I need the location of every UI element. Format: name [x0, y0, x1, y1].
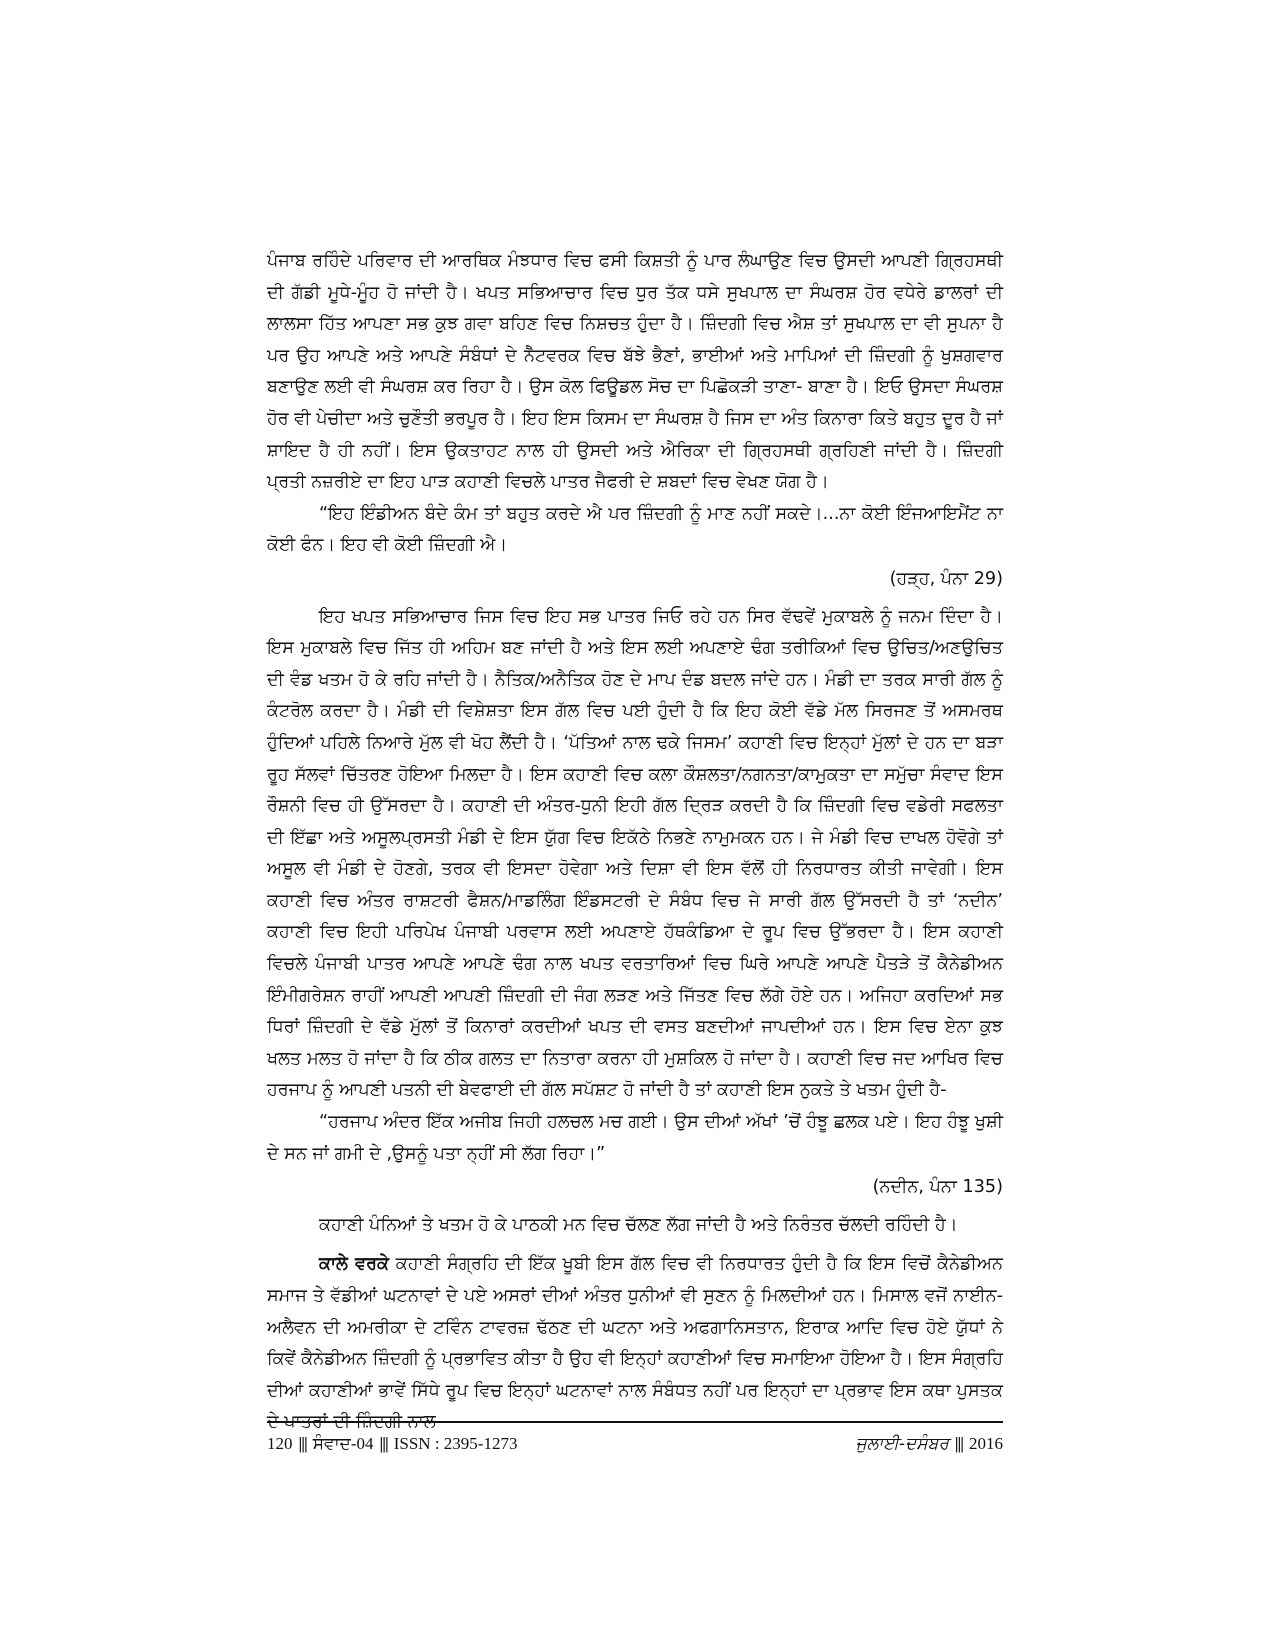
body-text [267, 246, 1003, 1439]
paragraph: ਕਹਾਣੀ ਪੰਨਿਆਂ ਤੇ ਖਤਮ ਹੋ ਕੇ ਪਾਠਕੀ ਮਨ ਵਿਚ ਚੱਲਣ ਲੱਗ ਜਾਂਦੀ ਹੈ ਅਤੇ ਨਿਰੰਤਰ ਚੱਲਦੀ ਰਹਿੰਦੀ ਹੈ। [319, 1214, 958, 1235]
citation: (ਨਦੀਨ, ਪੰਨਾ 135) [872, 1177, 1003, 1198]
block-quote: “ਹਰਜਾਪ ਅੰਦਰ ਇੱਕ ਅਜੀਬ ਜਿਹੀ ਹਲਚਲ ਮਚ ਗਈ। ਉਸ ਦੀਆਂ ਅੱਖਾਂ ’ਚੋਂ ਹੰਝੂ ਛਲਕ ਪਏ। ਇਹ ਹੰਝੂ ਖੁਸ਼ੀ ਦੇ ਸਨ ਜਾਂ ਗਮੀ ਦੇ ,ਉਸਨੂੰ ਪਤਾ ਨ੍ਹੀਂ ਸੀ ਲੱਗ ਰਿਹਾ।” [267, 1112, 1003, 1164]
paragraph: ਇਹ ਖਪਤ ਸਭਿਆਚਾਰ ਜਿਸ ਵਿਚ ਇਹ ਸਭ ਪਾਤਰ ਜਿਓ ਰਹੇ ਹਨ ਸਿਰ ਵੱਢਵੇਂ ਮੁਕਾਬਲੇ ਨੂੰ ਜਨਮ ਦਿੰਦਾ ਹੈ। ਇਸ ਮੁਕਾਬਲੇ ਵਿਚ ਜਿੱਤ ਹੀ ਅਹਿਮ ਬਣ ਜਾਂਦੀ ਹੈ ਅਤੇ ਇਸ ਲਈ ਅਪਣਾਏ ਢੰਗ ਤਰੀਕਿਆਂ ਵਿਚ ਉਚਿਤ/ਅਣਉਚਿਤ ਦੀ ਵੰਡ ਖਤਮ ਹੋ ਕੇ ਰਹਿ ਜਾਂਦੀ ਹੈ। ਨੈਤਿਕ/ਅਨੈਤਿਕ ਹੋਣ ਦੇ ਮਾਪ ਦੰਡ ਬਦਲ ਜਾਂਦੇ ਹਨ। ਮੰਡੀ ਦਾ ਤਰਕ ਸਾਰੀ ਗੱਲ ਨੂੰ ਕੰਟਰੋਲ ਕਰਦਾ ਹੈ। ਮੰਡੀ ਦੀ ਵਿਸ਼ੇਸ਼ਤਾ ਇਸ ਗੱਲ ਵਿਚ ਪਈ ਹੁੰਦੀ ਹੈ ਕਿ ਇਹ ਕੋਈ ਵੱਡੇ ਮੱਲ ਸਿਰਜਣ ਤੋਂ ਅਸਮਰਥ ਹੁੰਦਿਆਂ ਪਹਿਲੇ ਨਿਆਰੇ ਮੁੱਲ ਵੀ ਖੋਹ ਲੈਂਦੀ ਹੈ। ‘ਪੱਤਿਆਂ ਨਾਲ ਢਕੇ ਜਿਸਮ’ ਕਹਾਣੀ ਵਿਚ ਇਨ੍ਹਾਂ ਮੁੱਲਾਂ ਦੇ ਹਨ ਦਾ ਬੜਾ ਰੂਹ ਸੱਲਵਾਂ ਚਿੱਤਰਣ ਹੋਇਆ ਮਿਲਦਾ ਹੈ। ਇਸ ਕਹਾਣੀ ਵਿਚ ਕਲਾ ਕੌਸ਼ਲਤਾ/ਨਗਨਤਾ/ਕਾਮੁਕਤਾ ਦਾ ਸਮੁੱਚਾ ਸੰਵਾਦ ਇਸ ਰੌਸ਼ਨੀ ਵਿਚ ਹੀ ਉੱਸਰਦਾ ਹੈ। ਕਹਾਣੀ ਦੀ ਅੰਤਰ-ਧੁਨੀ ਇਹੀ ਗੱਲ ਦ੍ਰਿੜ ਕਰਦੀ ਹੈ ਕਿ ਜ਼ਿੰਦਗੀ ਵਿਚ ਵਡੇਰੀ ਸਫਲਤਾ ਦੀ ਇੱਛਾ ਅਤੇ ਅਸੂਲਪ੍ਰਸਤੀ ਮੰਡੀ ਦੇ ਇਸ ਯੁੱਗ ਵਿਚ ਇਕੱਠੇ ਨਿਭਣੇ ਨਾਮੁਮਕਨ ਹਨ। ਜੇ ਮੰਡੀ ਵਿਚ ਦਾਖਲ ਹੋਵੋਗੇ ਤਾਂ ਅਸੂਲ ਵੀ ਮੰਡੀ ਦੇ ਹੋਣਗੇ, ਤਰਕ ਵੀ ਇਸਦਾ ਹੋਵੇਗਾ ਅਤੇ ਦਿਸ਼ਾ ਵੀ ਇਸ ਵੱਲੋਂ ਹੀ ਨਿਰਧਾਰਤ ਕੀਤੀ ਜਾਵੇਗੀ। ਇਸ ਕਹਾਣੀ ਵਿਚ ਅੰਤਰ ਰਾਸ਼ਟਰੀ ਫੈਸ਼ਨ/ਮਾਡਲਿੰਗ ਇੰਡਸਟਰੀ ਦੇ ਸੰਬੰਧ ਵਿਚ ਜੇ ਸਾਰੀ ਗੱਲ ਉੱਸਰਦੀ ਹੈ ਤਾਂ ‘ਨਦੀਨ’ ਕਹਾਣੀ ਵਿਚ ਇਹੀ ਪਰਿਪੇਖ ਪੰਜਾਬੀ ਪਰਵਾਸ ਲਈ ਅਪਣਾਏ ਹੱਥਕੰਡਿਆ ਦੇ ਰੂਪ ਵਿਚ ਉੱਭਰਦਾ ਹੈ। ਇਸ ਕਹਾਣੀ ਵਿਚਲੇ ਪੰਜਾਬੀ ਪਾਤਰ ਆਪਣੇ ਆਪਣੇ ਢੰਗ ਨਾਲ ਖਪਤ ਵਰਤਾਰਿਆਂ ਵਿਚ ਘਿਰੇ ਆਪਣੇ ਆਪਣੇ ਪੈਤੜੇ ਤੋਂ ਕੈਨੇਡੀਅਨ ਇੰਮੀਗਰੇਸ਼ਨ ਰਾਹੀਂ ਆਪਣੀ ਆਪਣੀ ਜ਼ਿੰਦਗੀ ਦੀ ਜੰਗ ਲੜਣ ਅਤੇ ਜਿੱਤਣ ਵਿਚ ਲੱਗੇ ਹੋਏ ਹਨ। ਅਜਿਹਾ ਕਰਦਿਆਂ ਸਭ ਧਿਰਾਂ ਜ਼ਿੰਦਗੀ ਦੇ ਵੱਡੇ ਮੁੱਲਾਂ ਤੋਂ ਕਿਨਾਰਾਂ ਕਰਦੀਆਂ ਖਪਤ ਦੀ ਵਸਤ ਬਣਦੀਆਂ ਜਾਪਦੀਆਂ ਹਨ। ਇਸ ਵਿਚ ਏਨਾ ਕੁਝ ਖਲਤ ਮਲਤ ਹੋ ਜਾਂਦਾ ਹੈ ਕਿ ਠੀਕ ਗਲਤ ਦਾ ਨਿਤਾਰਾ ਕਰਨਾ ਹੀ ਮੁਸ਼ਕਿਲ ਹੋ ਜਾਂਦਾ ਹੈ। ਕਹਾਣੀ ਵਿਚ ਜਦ ਆਖਿਰ ਵਿਚ ਹਰਜਾਪ ਨੂੰ ਆਪਣੀ ਪਤਨੀ ਦੀ ਬੇਵਫਾਈ ਦੀ ਗੱਲ ਸਪੱਸ਼ਟ ਹੋ ਜਾਂਦੀ ਹੈ ਤਾਂ ਕਹਾਣੀ ਇਸ ਨੁਕਤੇ ਤੇ ਖਤਮ ਹੁੰਦੀ ਹੈ- [267, 606, 1003, 1101]
footer-left [267, 1434, 517, 1454]
issue-months: ਜੁਲਾਈ-ਦਸੰਬਰ [855, 1434, 949, 1454]
citation: (ਹੜ੍ਹ, ਪੰਨਾ 29) [889, 568, 1003, 589]
book-title: ਕਾਲੇ ਵਰਕੇ [319, 1254, 390, 1275]
paragraph [267, 1249, 1003, 1439]
separator-icon: ||| [298, 1434, 307, 1453]
paragraph: ਪੰਜਾਬ ਰਹਿੰਦੇ ਪਰਿਵਾਰ ਦੀ ਆਰਥਿਕ ਮੰਝਧਾਰ ਵਿਚ ਫਸੀ ਕਿਸ਼ਤੀ ਨੂੰ ਪਾਰ ਲੰਘਾਉਣ ਵਿਚ ਉਸਦੀ ਆਪਣੀ ਗ੍ਰਿਹਸਥੀ ਦੀ ਗੱਡੀ ਮੂਧੇ-ਮੂੰਹ ਹੋ ਜਾਂਦੀ ਹੈ। ਖਪਤ ਸਭਿਆਚਾਰ ਵਿਚ ਧੁਰ ਤੱਕ ਧਸੇ ਸੁਖਪਾਲ ਦਾ ਸੰਘਰਸ਼ ਹੋਰ ਵਧੇਰੇ ਡਾਲਰਾਂ ਦੀ ਲਾਲਸਾ ਹਿੱਤ ਆਪਣਾ ਸਭ ਕੁਝ ਗਵਾ ਬਹਿਣ ਵਿਚ ਨਿਸ਼ਚਤ ਹੁੰਦਾ ਹੈ। ਜ਼ਿੰਦਗੀ ਵਿਚ ਐਸ਼ ਤਾਂ ਸੁਖਪਾਲ ਦਾ ਵੀ ਸੁਪਨਾ ਹੈ ਪਰ ਉਹ ਆਪਣੇ ਅਤੇ ਆਪਣੇ ਸੰਬੰਧਾਂ ਦੇ ਨੈੱਟਵਰਕ ਵਿਚ ਬੱਝੇ ਭੈਣਾਂ, ਭਾਈਆਂ ਅਤੇ ਮਾਪਿਆਂ ਦੀ ਜ਼ਿੰਦਗੀ ਨੂੰ ਖੁਸ਼ਗਵਾਰ ਬਣਾਉਣ ਲਈ ਵੀ ਸੰਘਰਸ਼ ਕਰ ਰਿਹਾ ਹੈ। ਉਸ ਕੋਲ ਫਿਊਡਲ ਸੋਚ ਦਾ ਪਿਛੋਕੜੀ ਤਾਣਾ- ਬਾਣਾ ਹੈ। ਇਓ ਉਸਦਾ ਸੰਘਰਸ਼ ਹੋਰ ਵੀ ਪੇਚੀਦਾ ਅਤੇ ਚੁਣੌਤੀ ਭਰਪੂਰ ਹੈ। ਇਹ ਇਸ ਕਿਸਮ ਦਾ ਸੰਘਰਸ਼ ਹੈ ਜਿਸ ਦਾ ਅੰਤ ਕਿਨਾਰਾ ਕਿਤੇ ਬਹੁਤ ਦੂਰ ਹੈ ਜਾਂ ਸ਼ਾਇਦ ਹੈ ਹੀ ਨਹੀਂ। ਇਸ ਉਕਤਾਹਟ ਨਾਲ ਹੀ ਉਸਦੀ ਅਤੇ ਐਰਿਕਾ ਦੀ ਗ੍ਰਿਹਸਥੀ ਗ੍ਰਹਿਣੀ ਜਾਂਦੀ ਹੈ। ਜ਼ਿੰਦਗੀ ਪ੍ਰਤੀ ਨਜ਼ਰੀਏ ਦਾ ਇਹ ਪਾੜ ਕਹਾਣੀ ਵਿਚਲੇ ਪਾਤਰ ਜੈਫਰੀ ਦੇ ਸ਼ਬਦਾਂ ਵਿਚ ਵੇਖਣ ਯੋਗ ਹੈ। [267, 251, 1003, 493]
page-footer [267, 1434, 1003, 1454]
separator-icon: ||| [379, 1434, 388, 1453]
issn: ISSN : 2395-1273 [393, 1434, 518, 1453]
issue-year: 2016 [969, 1434, 1003, 1453]
paragraph-text: ਕਹਾਣੀ ਸੰਗ੍ਰਹਿ ਦੀ ਇੱਕ ਖੂਬੀ ਇਸ ਗੱਲ ਵਿਚ ਵੀ ਨਿਰਧਾਰਤ ਹੁੰਦੀ ਹੈ ਕਿ ਇਸ ਵਿਚੋਂ ਕੈਨੇਡੀਅਨ ਸਮਾਜ ਤੇ ਵੱਡੀਆਂ ਘਟਨਾਵਾਂ ਦੇ ਪਏ ਅਸਰਾਂ ਦੀਆਂ ਅੰਤਰ ਧੁਨੀਆਂ ਵੀ ਸੁਣਨ ਨੂੰ ਮਿਲਦੀਆਂ ਹਨ। ਮਿਸਾਲ ਵਜੋਂ ਨਾਈਨ-ਅਲੈਵਨ ਦੀ ਅਮਰੀਕਾ ਦੇ ਟਵਿੰਨ ਟਾਵਰਜ਼ ਢੱਠਣ ਦੀ ਘਟਨਾ ਅਤੇ ਅਫਗਾਨਿਸਤਾਨ, ਇਰਾਕ ਆਦਿ ਵਿਚ ਹੋਏ ਯੁੱਧਾਂ ਨੇ ਕਿਵੇਂ ਕੈਨੇਡੀਅਨ ਜ਼ਿੰਦਗੀ ਨੂੰ ਪ੍ਰਭਾਵਿਤ ਕੀਤਾ ਹੈ ਉਹ ਵੀ ਇਨ੍ਹਾਂ ਕਹਾਣੀਆਂ ਵਿਚ ਸਮਾਇਆ ਹੋਇਆ ਹੈ। ਇਸ ਸੰਗ੍ਰਹਿ ਦੀਆਂ ਕਹਾਣੀਆਂ ਭਾਵੇਂ ਸਿੱਧੇ ਰੂਪ ਵਿਚ ਇਨ੍ਹਾਂ ਘਟਨਾਵਾਂ ਨਾਲ ਸੰਬੰਧਤ ਨਹੀਂ ਪਰ ਇਨ੍ਹਾਂ ਦਾ ਪ੍ਰਭਾਵ ਇਸ ਕਥਾ ਪੁਸਤਕ ਦੇ ਪਾਤਰਾਂ ਦੀ ਜ਼ਿੰਦਗੀ ਨਾਲ [267, 1254, 1003, 1433]
separator-icon: ||| [954, 1434, 963, 1453]
journal-name: ਸੰਵਾਦ-04 [312, 1434, 374, 1453]
block-quote: “ਇਹ ਇੰਡੀਅਨ ਬੰਦੇ ਕੰਮ ਤਾਂ ਬਹੁਤ ਕਰਦੇ ਐ ਪਰ ਜ਼ਿੰਦਗੀ ਨੂੰ ਮਾਣ ਨਹੀਂ ਸਕਦੇ।...ਨਾ ਕੋਈ ਇੰਜਆਇਮੈਂਟ ਨਾ ਕੋਈ ਫੰਨ। ਇਹ ਵੀ ਕੋਈ ਜ਼ਿੰਦਗੀ ਐ। [267, 503, 1003, 556]
footer-divider [267, 1421, 1003, 1423]
page-number: 120 [267, 1434, 293, 1453]
footer-right [856, 1434, 1003, 1454]
